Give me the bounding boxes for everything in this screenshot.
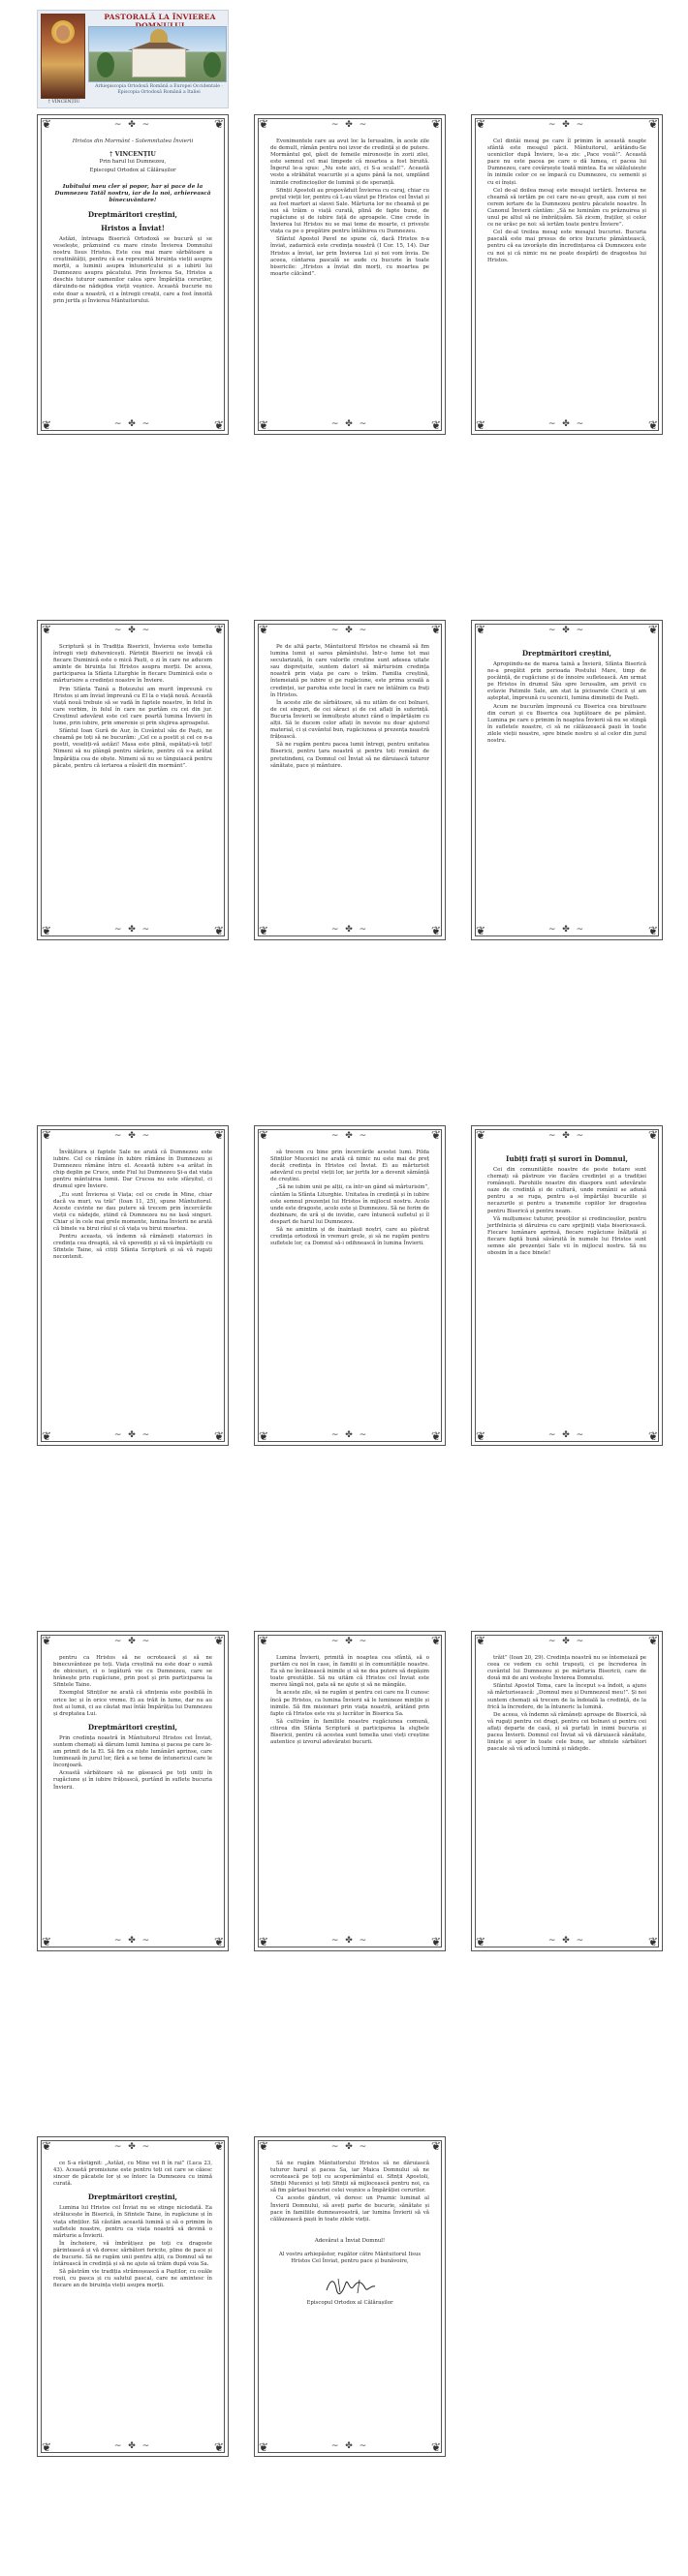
- paragraph: Sfinții Apostoli au propovăduit Învierea cu curaj, chiar cu prețul vieții lor, pentru că L-au văzut pe Hristos cel Înviat și au fost martori ai slavei Sale. Mărturia lor ne cheamă și pe noi să trăim o viață curată, plină de fapte bune, de rugăciune și de iubire față de aproapele. Cine crede în Învierea lui Hristos nu se mai teme de moarte, ci privește viața ca pe o pregătire pentru întâlnirea cu Dumnezeu.: [270, 187, 429, 235]
- paragraph: ce S-a răstignit: „Astăzi, cu Mine vei fi în rai” (Luca 23, 43). Această promisiune este pentru toți cei care se căiesc sincer de păcatele lor și se întorc la Dumnezeu cu inimă curată.: [53, 2161, 212, 2188]
- paragraph: Exemplul Sfinților ne arată că sfințenia este posibilă în orice loc și în orice vreme. Ei au trăit în lume, dar nu au fost ai lumii, ci au căutat mai întâi Împărăția lui Dumnezeu și dreptatea Lui.: [53, 1690, 212, 1717]
- paragraph: Învățătura și faptele Sale ne arată că Dumnezeu este iubire. Cel ce rămâne în iubire rămâne în Dumnezeu și Dumnezeu rămâne întru el. Această iubire s-a arătat în chip deplin pe Cruce, unde Fiul lui Dumnezeu Și-a dat viața pentru mântuirea lumii. Dar Crucea nu este sfârșitul, ci drumul spre Înviere.: [53, 1150, 212, 1190]
- text-line: Hristos din Mormânt - Solemnitatea Învierii: [72, 138, 194, 144]
- paragraph: Evenimentele care au avut loc la Ierusalim, în acele zile de demult, rămân pentru noi izvor de credință și de putere. Mormântul gol, găsit de femeile mironosițe în zorii zilei, este semnul cel mai limpede că moartea a fost biruită. Îngerul le-a spus: „Nu este aici, ci S-a sculat!”. Această veste a străbătut veacurile și a ajuns până la noi, umplând inimile credincioșilor de lumină și de speranță.: [270, 138, 429, 186]
- corner-ornament-icon: ❦: [213, 418, 225, 432]
- corner-ornament-icon: ❦: [213, 1128, 225, 1142]
- banner-title: PASTORALĂ LA ÎNVIEREA: [104, 13, 216, 21]
- border-ornament-icon: ~ ✤ ~: [113, 1936, 152, 1946]
- corner-ornament-icon: ❦: [647, 1634, 659, 1647]
- document-page-4: [37, 620, 229, 940]
- corner-ornament-icon: ❦: [213, 1429, 225, 1443]
- corner-ornament-icon: ❦: [647, 418, 659, 432]
- border-ornament-icon: ~ ✤ ~: [547, 1637, 586, 1646]
- corner-ornament-icon: ❦: [258, 418, 269, 432]
- corner-ornament-icon: ❦: [647, 1935, 659, 1948]
- paragraph: Pe de altă parte, Mântuitorul Hristos ne cheamă să fim lumina lumii și sarea pământului. Într-o lume tot mai secularizată, în care valorile creștine sunt adesea uitate sau disprețuite, suntem datori să mărturisim credința noastră prin viața pe care o trăim. Familia creștină, întemeiată pe iubire și pe rugăciune, este prima școală a credinței, iar parohia este locul în care ne întâlnim ca frați în Hristos.: [270, 644, 429, 698]
- corner-ornament-icon: ❦: [258, 1128, 269, 1142]
- corner-ornament-icon: ❦: [258, 1429, 269, 1443]
- border-ornament-icon: ~ ✤ ~: [547, 419, 586, 429]
- paragraph: În aceste zile, să ne rugăm și pentru cei care nu Îl cunosc încă pe Hristos, ca lumina Învierii să le lumineze mințile și inimile. Să fim misionari prin viața noastră, arătând prin fapte că Hristos este viu și lucrător în Biserica Sa.: [270, 1690, 429, 1717]
- document-page-9: [471, 1125, 663, 1446]
- text-line: Adevărat a Înviat Domnul!: [314, 2237, 386, 2244]
- corner-ornament-icon: ❦: [213, 2139, 225, 2153]
- border-ornament-icon: ~ ✤ ~: [330, 1936, 369, 1946]
- paragraph: Cel de-al doilea mesaj este mesajul iertării. Învierea ne cheamă să iertăm pe cei care ne-au greșit, așa cum și noi cerem iertare de la Dumnezeu pentru păcatele noastre. În Canonul Învierii cântăm: „Să ne luminăm cu prăznuirea și unul pe altul să ne îmbrățișăm. Să zicem, fraților, și celor ce ne urăsc pe noi: să iertăm toate pentru Înviere”.: [487, 187, 646, 229]
- paragraph: Prin credința noastră în Mântuitorul Hristos cel Înviat, suntem chemați să dăruim lumii lumina și pacea pe care le-am primit de la El. Să fim ca niște lumânări aprinse, care luminează în jurul lor, fără a se teme de întunericul care le înconjoară.: [53, 1734, 212, 1769]
- paragraph: Acum ne bucurăm împreună cu Biserica cea biruitoare din ceruri și cu Biserica cea luptătoare de pe pământ. Lumina pe care o primim în noaptea Învierii să nu se stingă în sufletele noastre, ci să ne călăuzească pașii în toate zilele vieții noastre, spre binele nostru și al celor din jurul nostru.: [487, 703, 646, 745]
- corner-ornament-icon: ❦: [41, 1634, 52, 1647]
- spacer: [270, 2224, 429, 2238]
- corner-ornament-icon: ❦: [258, 623, 269, 636]
- paragraph: să trecem cu bine prin încercările acestei lumi. Pilda Sfinților Mucenici ne arată că nimic nu este mai de preț decât credința în Hristos cel Înviat. Ei au mărturisit adevărul cu prețul vieții lor, iar jertfa lor a devenit sămânță de creștini.: [270, 1150, 429, 1183]
- document-page-5: [254, 620, 446, 940]
- border-ornament-icon: ~ ✤ ~: [547, 120, 586, 130]
- corner-ornament-icon: ❦: [475, 623, 486, 636]
- paragraph: Scriptură și în Tradiția Bisericii, Învierea este temelia întregii vieți duhovnicești. Părinții Bisericii ne învață că fiecare Duminică este o mică Paști, o zi în care ne aducem aminte de biruința lui Hristos asupra morții. De aceea, participarea la Sfânta Liturghie în fiecare Duminică este o mărturisire a credinței noastre în Înviere.: [53, 644, 212, 685]
- border-ornament-icon: ~ ✤ ~: [330, 1131, 369, 1141]
- paragraph: Să păstrăm vie tradiția strămoșească a Paștilor, cu ouăle roșii, cu pasca și cu salutul pascal, care ne amintesc în fiecare an de biruința vieții asupra morții.: [53, 2269, 212, 2289]
- border-ornament-icon: ~ ✤ ~: [547, 1936, 586, 1946]
- document-page-7: [37, 1125, 229, 1446]
- corner-ornament-icon: ❦: [213, 1634, 225, 1647]
- border-ornament-icon: ~ ✤ ~: [113, 925, 152, 935]
- paragraph: Să ne rugăm Mântuitorului Hristos să ne dăruiască tuturor harul și pacea Sa, iar Maica Domnului să ne ocrotească pe toți cu acoperământul ei. Sfinții Apostoli, Sfinții Mucenici și toți Sfinții să mijlocească pentru noi, ca să fim părtași bucuriei celei veșnice a Împărăției cerurilor.: [270, 2161, 429, 2194]
- paragraph: Vă mulțumesc tuturor, preoților și credincioșilor, pentru jertfelnicia și dăruirea cu care sprijiniți viața bisericească. Fiecare lumânare aprinsă, fiecare rugăciune înălțată și fiecare faptă bună săvârșită în numele lui Hristos sunt semne ale prezenței Sale vii în mijlocul nostru. Să nu obosim în a face binele!: [487, 1215, 646, 1257]
- paragraph: Cei din comunitățile noastre de peste hotare sunt chemați să păstreze vie flacăra credinței și a tradiției românești. Parohiile noastre din diaspora sunt adevărate oaze de credință și de cultură, unde românii se adună pentru a se ruga, pentru a-și împărtăși bucuriile și necazurile și pentru a transmite copiilor lor dragostea pentru Biserică și pentru neam.: [487, 1167, 646, 1214]
- document-page-10: [37, 1631, 229, 1951]
- document-page-6: [471, 620, 663, 940]
- paragraph: Cel de-al treilea mesaj este mesajul bucuriei. Bucuria pascală este mai presus de orice bucurie pământească, pentru că ea izvorăște din încredințarea că Dumnezeu este cu noi și că nimic nu ne poate despărți de dragostea lui Hristos.: [487, 230, 646, 263]
- corner-ornament-icon: ❦: [213, 117, 225, 131]
- border-ornament-icon: ~ ✤ ~: [330, 419, 369, 429]
- document-page-12: [471, 1631, 663, 1951]
- corner-ornament-icon: ❦: [430, 1429, 442, 1443]
- corner-ornament-icon: ❦: [41, 924, 52, 937]
- border-ornament-icon: ~ ✤ ~: [330, 1637, 369, 1646]
- corner-ornament-icon: ❦: [475, 117, 486, 131]
- text-line: Prin harul lui Dumnezeu,: [99, 159, 167, 166]
- paragraph: Pentru aceasta, vă îndemn să rămâneți statornici în credința cea dreaptă, să vă spovediți și să vă împărtășiți cu Sfintele Taine, să citiți Sfânta Scriptură și să vă rugați necontenit.: [53, 1234, 212, 1261]
- paragraph: De aceea, vă îndemn să rămâneți aproape de Biserică, să vă rugați pentru cei dragi, pentru cei bolnavi și pentru cei aflați departe de casă, și să purtați în inimi bucuria și pacea Învierii. Domnul cel Înviat să vă dăruiască sănătate, liniște și spor în toate cele bune, iar sfintele sărbători pascale să vă aducă lumină și nădejde.: [487, 1711, 646, 1753]
- corner-ornament-icon: ❦: [475, 418, 486, 432]
- corner-ornament-icon: ❦: [213, 2440, 225, 2454]
- paragraph: Cel dintâi mesaj pe care îl primim în această noapte sfântă este mesajul păcii. Mântuitorul, arătându-Se ucenicilor după Înviere, le-a zis: „Pace vouă!”. Această pace nu este pacea pe care o dă lumea, ci pacea lui Dumnezeu, care covârșește toată mintea. Ea se sălășluiește în inimile celor ce se împacă cu Dumnezeu, cu semenii și cu ei înșiși.: [487, 138, 646, 186]
- corner-ornament-icon: ❦: [41, 418, 52, 432]
- corner-ornament-icon: ❦: [41, 1429, 52, 1443]
- corner-ornament-icon: ❦: [430, 1935, 442, 1948]
- document-page-3: [471, 114, 663, 435]
- corner-ornament-icon: ❦: [213, 623, 225, 636]
- signature-icon: [321, 2275, 379, 2296]
- paragraph: trăit” (Ioan 20, 29). Credința noastră nu se întemeiază pe ceea ce vedem cu ochii trupești, ci pe încrederea în cuvântul lui Dumnezeu și pe mărturia Bisericii, care de două mii de ani vestește Învierea Domnului.: [487, 1655, 646, 1682]
- document-page-8: [254, 1125, 446, 1446]
- border-ornament-icon: ~ ✤ ~: [330, 925, 369, 935]
- corner-ornament-icon: ❦: [41, 2139, 52, 2153]
- spacer: [53, 175, 212, 181]
- text-line: Episcopul Ortodox al Călărașilor: [89, 167, 176, 173]
- text-line: † VINCENȚIU: [109, 151, 156, 159]
- border-ornament-icon: ~ ✤ ~: [113, 1430, 152, 1440]
- paragraph: Să ne rugăm pentru pacea lumii întregi, pentru unitatea Bisericii, pentru țara noastră și pentru toți românii de pretutindeni, ca Domnul cel Înviat să ne dăruiască tuturor sănătate, pace și mântuire.: [270, 742, 429, 769]
- text-line: Iubitului meu cler și popor, har și pace de la Dumnezeu Tatăl nostru, iar de la noi, arhierească binecuvântare!: [54, 183, 211, 204]
- paragraph: Lumina Învierii, primită în noaptea cea sfântă, să o purtăm cu noi în case, în familii și în comunitățile noastre. Ea să ne încălzească inimile și să ne dea putere să depășim toate greutățile. Să nu uităm că Hristos cel Înviat este mereu lângă noi, gata să ne ajute și să ne mângâie.: [270, 1655, 429, 1689]
- corner-ornament-icon: ❦: [647, 1128, 659, 1142]
- saint-face: [56, 25, 70, 41]
- corner-ornament-icon: ❦: [213, 1935, 225, 1948]
- paragraph: Lumina lui Hristos cel Înviat nu se stinge niciodată. Ea strălucește în Biserică, în Sfintele Taine, în rugăciune și în viața sfinților. Să căutăm această lumină și să o primim în sufletele noastre, pentru ca viața noastră să devină o mărturie a Învierii.: [53, 2205, 212, 2239]
- paragraph: „Eu sunt Învierea și Viața; cel ce crede în Mine, chiar dacă va muri, va trăi” (Ioan 11, 25), spune Mântuitorul. Aceste cuvinte ne dau putere să trecem prin încercările vieții cu nădejde, știind că Dumnezeu nu ne lasă singuri. Chiar și în cele mai grele momente, lumina Învierii ne arată că binele va birui răul și că viața va birui moartea.: [53, 1191, 212, 1233]
- church-dome: [150, 29, 168, 43]
- paragraph: „Să ne iubim unii pe alții, ca într-un gând să mărturisim”, cântăm la Sfânta Liturghie. Unitatea în credință și în iubire este semnul prezenței lui Hristos în mijlocul nostru. Acolo unde este dragoste, acolo este și Dumnezeu. Să ne ferim de dezbinare, de ură și de invidie, care întunecă sufletul și îl despart de harul lui Dumnezeu.: [270, 1184, 429, 1225]
- corner-ornament-icon: ❦: [258, 1634, 269, 1647]
- corner-ornament-icon: ❦: [41, 117, 52, 131]
- corner-ornament-icon: ❦: [258, 1935, 269, 1948]
- paragraph: În încheiere, vă îmbrățișez pe toți cu dragoste părintească și vă doresc sărbători fericite, pline de pace și de bucurie. Să ne rugăm unii pentru alții, ca Domnul să ne întărească în credință și să ne ajute să trăim după voia Sa.: [53, 2240, 212, 2268]
- text-line: Al vostru arhiepăstor, rugător către Mântuitorul Iisus Hristos Cel Înviat, pentru pace și bunăvoire,: [278, 2251, 422, 2265]
- document-page-13: [37, 2136, 229, 2457]
- paragraph: Să ne amintim și de înaintașii noștri, care au păstrat credința ortodoxă în vremuri grele, și să ne rugăm pentru sufletele lor, ca Domnul să-i odihnească în lumina Învierii.: [270, 1227, 429, 1247]
- corner-ornament-icon: ❦: [475, 1128, 486, 1142]
- paragraph: Sfântul Apostol Pavel ne spune că, dacă Hristos n-a înviat, zadarnică este credința noastră (I Cor. 15, 14). Dar Hristos a înviat, iar prin Învierea Lui și noi vom învia. De aceea, cântarea pascală se aude cu bucurie în toate bisericile: „Hristos a înviat din morți, cu moartea pe moarte călcând”.: [270, 236, 429, 277]
- paragraph: Astăzi, întreaga Biserică Ortodoxă se bucură și se veselește, prăznuind cu mare cinste Învierea Domnului nostru Iisus Hristos. Este cea mai mare sărbătoare a creștinătății, pentru că ea reprezintă biruința vieții asupra morții, a luminii asupra întunericului și a iubirii lui Dumnezeu asupra păcatului. Prin Învierea Sa, Hristos a deschis tuturor oamenilor calea spre Împărăția cerurilor, dăruindu-ne nădejdea vieții veșnice. Această bucurie nu este doar a noastră, ci a întregii creații, care a fost înnoită prin jertfa și Învierea Mântuitorului.: [53, 235, 212, 304]
- corner-ornament-icon: ❦: [213, 924, 225, 937]
- corner-ornament-icon: ❦: [41, 1935, 52, 1948]
- border-ornament-icon: ~ ✤ ~: [113, 2441, 152, 2451]
- paragraph: Cu aceste gânduri, vă doresc un Praznic luminat al Învierii Domnului, să aveți parte de bucurie, sănătate și pace în familiile dumneavoastră, iar lumina Învierii să vă călăuzească pașii în toate zilele vieții.: [270, 2195, 429, 2223]
- corner-ornament-icon: ❦: [430, 623, 442, 636]
- corner-ornament-icon: ❦: [430, 1634, 442, 1647]
- paragraph: În aceste zile de sărbătoare, să nu uităm de cei bolnavi, de cei singuri, de cei săraci și de cei aflați în suferință. Bucuria Învierii se înmulțește atunci când o împărtășim cu alții. Să le ducem celor aflați în nevoie nu doar ajutorul material, ci și cuvântul bun, rugăciunea și prezența noastră frățească.: [270, 699, 429, 741]
- corner-ornament-icon: ❦: [430, 418, 442, 432]
- border-ornament-icon: ~ ✤ ~: [547, 1430, 586, 1440]
- corner-ornament-icon: ❦: [258, 924, 269, 937]
- border-ornament-icon: ~ ✤ ~: [113, 120, 152, 130]
- corner-ornament-icon: ❦: [647, 1429, 659, 1443]
- corner-ornament-icon: ❦: [430, 117, 442, 131]
- icon-painting: [41, 14, 85, 99]
- corner-ornament-icon: ❦: [41, 1128, 52, 1142]
- corner-ornament-icon: ❦: [647, 117, 659, 131]
- banner-caption: † VINCENȚIU: [47, 100, 80, 105]
- section-heading: Dreptmăritori creștini,: [521, 649, 612, 658]
- tree-icon: [203, 52, 221, 77]
- border-ornament-icon: ~ ✤ ~: [330, 2441, 369, 2451]
- border-ornament-icon: ~ ✤ ~: [547, 1131, 586, 1141]
- border-ornament-icon: ~ ✤ ~: [330, 626, 369, 635]
- border-ornament-icon: ~ ✤ ~: [547, 925, 586, 935]
- corner-ornament-icon: ❦: [430, 2440, 442, 2454]
- banner-subtitle: Arhiepiscopia Ortodoxă Română a Europei Occidentale · Episcopia Ortodoxă Română a Italiei: [95, 84, 223, 95]
- church-photo: [88, 26, 227, 82]
- corner-ornament-icon: ❦: [430, 924, 442, 937]
- text-line: Episcopul Ortodox al Călărașilor: [306, 2300, 393, 2307]
- tree-icon: [97, 52, 114, 77]
- corner-ornament-icon: ❦: [647, 623, 659, 636]
- corner-ornament-icon: ❦: [430, 2139, 442, 2153]
- document-page-11: [254, 1631, 446, 1951]
- section-heading: Dreptmăritori creștini,: [87, 209, 178, 219]
- paragraph: Sfântul Ioan Gură de Aur, în Cuvântul său de Paști, ne cheamă pe toți să ne bucurăm: „Cel ce a postit și cel ce n-a postit, veseliți-vă astăzi! Masa este plină, ospătați-vă toți! Nimeni să nu plângă pentru sărăcie, pentru că s-a arătat Împărăția cea de obște. Nimeni să nu se tânguiască pentru păcate, pentru că iertarea a răsărit din mormânt”.: [53, 728, 212, 769]
- section-heading: Dreptmăritori creștini,: [87, 2193, 178, 2202]
- section-heading: Hristos a Înviat!: [101, 223, 165, 232]
- document-page-2: [254, 114, 446, 435]
- paragraph: Sfântul Apostol Toma, care la început s-a îndoit, a ajuns să mărturisească: „Domnul meu și Dumnezeul meu!”. Și noi suntem chemați să trecem de la îndoială la credință, de la frică la încredere, de la întuneric la lumină.: [487, 1683, 646, 1710]
- corner-ornament-icon: ❦: [41, 2440, 52, 2454]
- border-ornament-icon: ~ ✤ ~: [330, 2142, 369, 2152]
- corner-ornament-icon: ❦: [258, 2440, 269, 2454]
- section-heading: Iubiți frați și surori în Domnul,: [506, 1154, 628, 1163]
- paragraph: Prin Sfânta Taină a Botezului am murit împreună cu Hristos și am înviat împreună cu El la o viață nouă. Această viață nouă trebuie să se vadă în faptele noastre, în felul în care vorbim, în felul în care ne purtăm cu cei din jur. Creștinul adevărat este cel care poartă lumina Învierii în lume, prin iubire, prin smerenie și prin slujirea aproapelui.: [53, 686, 212, 727]
- paragraph: Apropiindu-ne de marea taină a Învierii, Sfânta Biserică ne-a pregătit prin perioada Postului Mare, timp de pocăință, de rugăciune și de înnoire sufletească. Am urmat pe Hristos în drumul Său spre Ierusalim, am privit cu evlavie Patimile Sale, am stat la picioarele Crucii și am așteptat, împreună cu ucenicii, lumina dimineții de Paști.: [487, 661, 646, 702]
- pastoral-banner: [37, 10, 229, 108]
- border-ornament-icon: ~ ✤ ~: [113, 1131, 152, 1141]
- church-building: [132, 48, 186, 77]
- section-heading: Dreptmăritori creștini,: [87, 1722, 178, 1732]
- corner-ornament-icon: ❦: [475, 1634, 486, 1647]
- corner-ornament-icon: ❦: [258, 117, 269, 131]
- corner-ornament-icon: ❦: [258, 2139, 269, 2153]
- border-ornament-icon: ~ ✤ ~: [330, 1430, 369, 1440]
- paragraph: Această sărbătoare să ne găsească pe toți uniți în rugăciune și în iubire frățească, purtând în suflete bucuria Învierii.: [53, 1770, 212, 1791]
- corner-ornament-icon: ❦: [475, 924, 486, 937]
- corner-ornament-icon: ❦: [475, 1935, 486, 1948]
- document-page-1: [37, 114, 229, 435]
- border-ornament-icon: ~ ✤ ~: [547, 626, 586, 635]
- document-page-14: [254, 2136, 446, 2457]
- border-ornament-icon: ~ ✤ ~: [113, 2142, 152, 2152]
- paragraph: pentru ca Hristos să ne ocrotească și să ne binecuvânteze pe toți. Viața creștină nu este doar o sumă de obiceiuri, ci o legătură vie cu Dumnezeu, care se hrănește prin rugăciune, prin post și prin participarea la Sfintele Taine.: [53, 1655, 212, 1689]
- border-ornament-icon: ~ ✤ ~: [113, 626, 152, 635]
- border-ornament-icon: ~ ✤ ~: [113, 1637, 152, 1646]
- corner-ornament-icon: ❦: [475, 1429, 486, 1443]
- paragraph: Să cultivăm în familiile noastre rugăciunea comună, citirea din Sfânta Scriptură și participarea la slujbele Bisericii, pentru că acestea sunt temelia unei vieți creștine autentice și izvorul adevăratei bucurii.: [270, 1718, 429, 1746]
- corner-ornament-icon: ❦: [430, 1128, 442, 1142]
- corner-ornament-icon: ❦: [41, 623, 52, 636]
- border-ornament-icon: ~ ✤ ~: [330, 120, 369, 130]
- border-ornament-icon: ~ ✤ ~: [113, 419, 152, 429]
- corner-ornament-icon: ❦: [647, 924, 659, 937]
